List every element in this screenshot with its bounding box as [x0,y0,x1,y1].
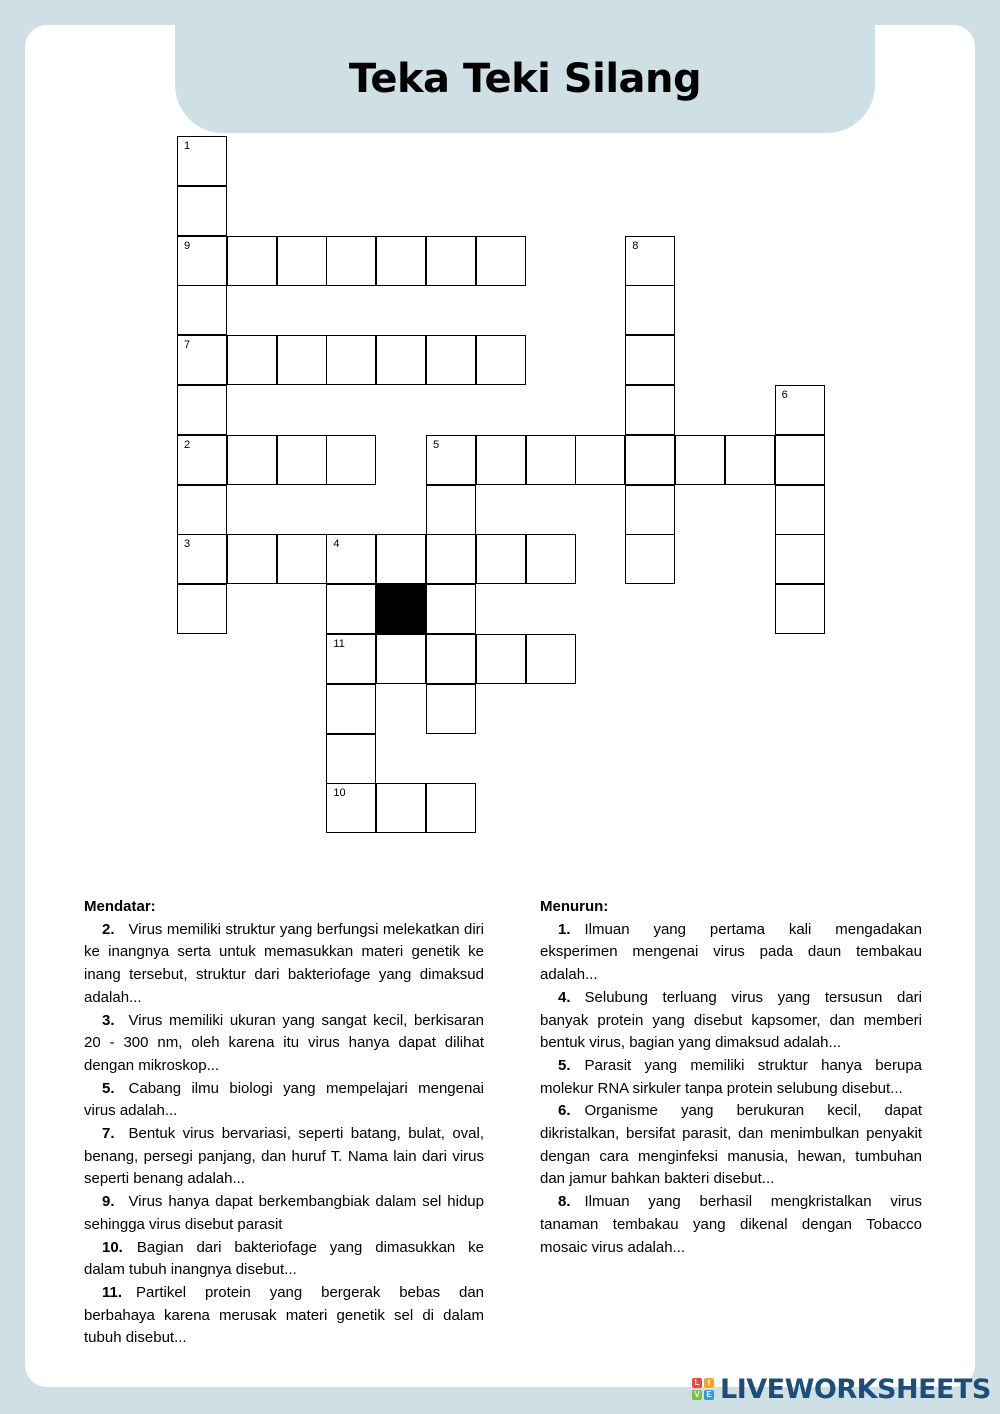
crossword-cell[interactable] [775,534,825,584]
clue-text: Virus memiliki ukuran yang sangat kecil, berkisaran 20 - 300 nm, oleh karena itu virus hanya dapat dilihat dengan mikroskop... [84,1011,484,1074]
clue-number: 4. [558,988,571,1006]
crossword-cell[interactable] [625,485,675,535]
letter-input[interactable] [327,237,375,285]
letter-input[interactable] [327,735,375,783]
liveworksheets-logo-icon [692,1378,714,1400]
clue-item [540,919,922,987]
logo-letter: L [692,1378,702,1388]
crossword-cell[interactable] [426,435,476,485]
crossword-cell[interactable] [326,584,376,634]
letter-input[interactable] [178,486,226,534]
crossword-cell[interactable] [426,783,476,833]
clue-number: 10 [333,787,346,800]
crossword-cell[interactable] [376,335,426,385]
crossword-cell[interactable] [526,435,576,485]
letter-input[interactable] [228,436,276,484]
letter-input[interactable] [427,436,475,484]
crossword-cell[interactable] [775,435,825,485]
letter-input[interactable] [477,336,525,384]
letter-input[interactable] [776,436,824,484]
letter-input[interactable] [377,535,425,583]
letter-input[interactable] [726,436,774,484]
letter-input[interactable] [178,137,226,185]
letter-input[interactable] [427,237,475,285]
clue-number: 7. [102,1125,115,1143]
letter-input[interactable] [178,336,226,384]
crossword-cell[interactable] [177,435,227,485]
crossword-cell[interactable] [426,584,476,634]
letter-input[interactable] [477,535,525,583]
clue-text: Ilmuan yang pertama kali mengadakan eksperimen mengenai virus pada daun tembakau adalah... [540,920,922,984]
crossword-cell[interactable] [376,534,426,584]
crossword-cell[interactable] [326,236,376,286]
crossword-cell[interactable] [277,236,327,286]
letter-input[interactable] [178,286,226,334]
crossword-cell[interactable] [775,584,825,634]
letter-input[interactable] [776,585,824,633]
crossword-cell[interactable] [775,485,825,535]
letter-input[interactable] [576,436,624,484]
crossword-cell[interactable] [326,534,376,584]
letter-input[interactable] [178,187,226,235]
clue-item [84,1010,484,1078]
across-clues [84,896,484,1350]
crossword-cell[interactable] [227,335,277,385]
letter-input[interactable] [776,535,824,583]
clue-number: 3 [184,538,191,551]
letter-input[interactable] [278,237,326,285]
clue-number: 5. [102,1079,115,1097]
clue-number: 7 [184,339,191,352]
down-heading: Menurun: [540,898,609,915]
letter-input[interactable] [377,784,425,832]
letter-input[interactable] [477,237,525,285]
crossword-cell[interactable] [326,734,376,784]
letter-input[interactable] [377,635,425,683]
clue-text: Virus memiliki struktur yang berfungsi melekatkan diri ke inangnya serta untuk memasukkan materi genetik ke inang tersebut, struktur dari bakteriofage yang dimaksud adalah... [84,920,484,1006]
letter-input[interactable] [427,635,475,683]
crossword-cell[interactable] [326,335,376,385]
logo-letter: V [692,1390,702,1400]
down-clues [540,896,922,1259]
letter-input[interactable] [626,286,674,334]
crossword-cell[interactable] [326,435,376,485]
letter-input[interactable] [427,486,475,534]
clue-text: Bagian dari bakteriofage yang dimasukkan ke dalam tubuh inangnya disebut... [84,1238,484,1279]
clue-item [84,1123,484,1191]
letter-input[interactable] [776,386,824,434]
crossword-cell[interactable] [426,534,476,584]
clue-number: 11. [102,1283,123,1301]
clue-number: 8. [558,1193,571,1211]
letter-input[interactable] [427,535,475,583]
letter-input[interactable] [676,436,724,484]
clue-number: 5. [558,1056,571,1074]
clue-item [84,1282,484,1350]
crossword-cell[interactable] [476,634,526,684]
clue-text: Virus hanya dapat berkembangbiak dalam sel hidup sehingga virus disebut parasit [84,1193,484,1233]
letter-input[interactable] [178,386,226,434]
crossword-cell[interactable] [177,335,227,385]
crossword-cell[interactable] [625,534,675,584]
crossword-cell[interactable] [476,236,526,286]
letter-input[interactable] [327,336,375,384]
crossword-cell[interactable] [277,335,327,385]
logo-letter: I [704,1378,714,1388]
letter-input[interactable] [776,486,824,534]
letter-input[interactable] [427,685,475,733]
letter-input[interactable] [327,635,375,683]
letter-input[interactable] [377,237,425,285]
brand-name: LIVEWORKSHEETS [720,1373,991,1405]
letter-input[interactable] [178,535,226,583]
letter-input[interactable] [427,585,475,633]
letter-input[interactable] [178,436,226,484]
crossword-cell[interactable] [177,236,227,286]
letter-input[interactable] [626,436,674,484]
letter-input[interactable] [327,685,375,733]
clue-item [540,1055,922,1100]
clue-text: Selubung terluang virus yang tersusun dari banyak protein yang disebut kapsomer, dan memberi bentuk virus, bagian yang dimaksud adalah... [540,988,922,1052]
clue-number: 8 [632,239,639,252]
letter-input[interactable] [178,585,226,633]
letter-input[interactable] [278,436,326,484]
letter-input[interactable] [327,585,375,633]
crossword-cell[interactable] [476,335,526,385]
letter-input[interactable] [527,436,575,484]
crossword-cell[interactable] [625,236,675,286]
clue-item [540,987,922,1055]
crossword-cell[interactable] [526,634,576,684]
crossword-cell[interactable] [177,385,227,435]
crossword-cell[interactable] [177,186,227,236]
clue-number: 1 [184,140,191,152]
letter-input[interactable] [278,535,326,583]
page-title: Teka Teki Silang [348,56,702,102]
clue-item [84,1237,484,1282]
crossword-cell[interactable] [326,684,376,734]
crossword-cell[interactable] [277,534,327,584]
letter-input[interactable] [327,535,375,583]
crossword-cell[interactable] [177,534,227,584]
crossword-cell[interactable] [376,634,426,684]
clue-number: 4 [333,538,340,551]
clue-text: Ilmuan yang berhasil mengkristalkan virus tanaman tembakau yang dikenal dengan Tobacco mosaic virus adalah... [540,1193,922,1256]
clue-number: 6. [558,1102,571,1120]
crossword-cell[interactable] [376,236,426,286]
letter-input[interactable] [527,635,575,683]
clue-item [540,1191,922,1259]
crossword-cell[interactable] [575,435,625,485]
clue-number: 5 [433,438,440,451]
clue-text: Bentuk virus bervariasi, seperti batang, bulat, oval, benang, persegi panjang, dan huruf T. Nama lain dari virus seperti benang adalah... [84,1125,484,1188]
letter-input[interactable] [477,635,525,683]
clue-item [84,919,484,1010]
crossword-cell[interactable] [376,783,426,833]
crossword-cell[interactable] [227,435,277,485]
crossword-cell[interactable] [177,584,227,634]
crossword-cell[interactable] [326,634,376,684]
letter-input[interactable] [377,336,425,384]
crossword-cell[interactable] [426,684,476,734]
clue-item [84,1191,484,1236]
letter-input[interactable] [626,237,674,285]
crossword-cell[interactable] [476,534,526,584]
letter-input[interactable] [228,237,276,285]
crossword-cell[interactable] [177,136,227,186]
letter-input[interactable] [626,336,674,384]
crossword-cell[interactable] [326,783,376,833]
letter-input[interactable] [626,486,674,534]
letter-input[interactable] [327,784,375,832]
letter-input[interactable] [427,784,475,832]
letter-input[interactable] [626,386,674,434]
clue-text: Organisme yang berukuran kecil, dapat dikristalkan, bersifat parasit, dan menimbulkan penyakit dengan cara menginfeksi manusia, hewan, tumbuhan dan jamur bahkan bakteri disebut... [540,1102,922,1188]
across-heading: Mendatar: [84,898,156,915]
clue-number: 11 [333,638,345,650]
letter-input[interactable] [427,336,475,384]
crossword-cell[interactable] [426,335,476,385]
clue-text: Parasit yang memiliki struktur hanya berupa molekur RNA sirkuler tanpa protein selubung disebut... [540,1056,922,1097]
letter-input[interactable] [626,535,674,583]
logo-letter: E [704,1390,714,1400]
crossword-cell[interactable] [526,534,576,584]
letter-input[interactable] [477,436,525,484]
clue-text: Cabang ilmu biologi yang mempelajari mengenai virus adalah... [84,1079,484,1120]
crossword-cell[interactable] [675,435,725,485]
crossword-cell[interactable] [227,534,277,584]
crossword-cell[interactable] [775,385,825,435]
clue-item [540,1100,922,1191]
liveworksheets-brand [692,1374,991,1404]
clue-number: 10. [102,1238,123,1256]
letter-input[interactable] [178,237,226,285]
crossword-cell[interactable] [625,285,675,335]
crossword-cell[interactable] [426,634,476,684]
crossword-cell[interactable] [625,335,675,385]
letter-input[interactable] [278,336,326,384]
letter-input[interactable] [527,535,575,583]
clue-number: 9. [102,1193,115,1211]
clue-number: 2. [102,920,115,938]
clue-text: Partikel protein yang bergerak bebas dan berbahaya karena merusak materi genetik sel di dalam tubuh disebut... [84,1283,484,1347]
crossword-cell[interactable] [177,485,227,535]
crossword-cell[interactable] [277,435,327,485]
crossword-cell[interactable] [177,285,227,335]
clue-number: 2 [184,438,191,451]
crossword-cell[interactable] [625,435,675,485]
letter-input[interactable] [327,436,375,484]
letter-input[interactable] [228,336,276,384]
crossword-cell[interactable] [227,236,277,286]
crossword-cell[interactable] [625,385,675,435]
clue-item [84,1078,484,1123]
letter-input[interactable] [228,535,276,583]
clue-number: 6 [781,389,788,401]
clue-number: 1. [558,920,571,938]
crossword-cell[interactable] [725,435,775,485]
crossword-cell[interactable] [426,485,476,535]
crossword-cell[interactable] [476,435,526,485]
clue-number: 3. [102,1011,115,1029]
crossword-cell[interactable] [426,236,476,286]
blocked-cell [376,584,426,634]
clue-number: 9 [184,239,191,252]
